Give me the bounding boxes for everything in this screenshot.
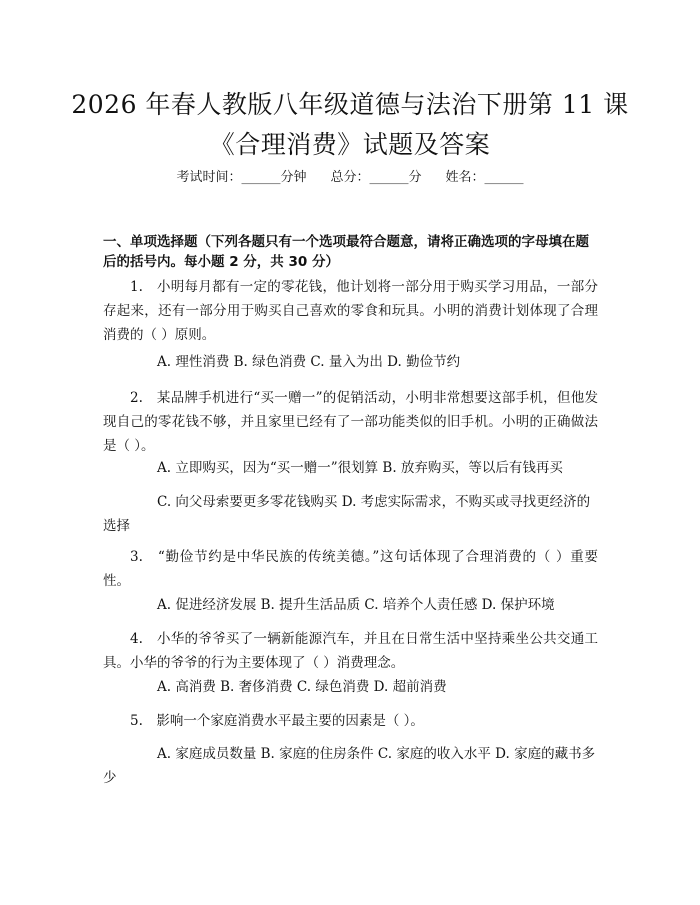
- question-3: 3. “勤俭节约是中华民族的传统美德。”这句话体现了合理消费的（ ）重要性。: [103, 549, 598, 589]
- question-2-options-cd: C. 向父母索要更多零花钱购买 D. 考虑实际需求，不购买或寻找更经济的选择: [103, 494, 591, 534]
- question-4: 4. 小华的爷爷买了一辆新能源汽车，并且在日常生活中坚持乘坐公共交通工具。小华的爷爷的行为主要体现了（ ）消费理念。: [103, 631, 598, 671]
- question-1-options: A. 理性消费 B. 绿色消费 C. 量入为出 D. 勤俭节约: [157, 354, 461, 370]
- page-title: 2026 年春人教版八年级道德与法治下册第 11 课《合理消费》试题及答案: [71, 90, 629, 159]
- question-5-options: A. 家庭成员数量 B. 家庭的住房条件 C. 家庭的收入水平 D. 家庭的藏书多少: [103, 746, 596, 786]
- question-2-options-ab: A. 立即购买，因为“买一赠一”很划算 B. 放弃购买，等以后有钱再买: [157, 460, 563, 476]
- question-1: 1. 小明每月都有一定的零花钱，他计划将一部分用于购买学习用品，一部分存起来，还有一部分用于购买自己喜欢的零食和玩具。小明的消费计划体现了合理消费的（ ）原则。: [103, 279, 598, 343]
- exam-info: [0, 168, 700, 188]
- question-2: 2. 某品牌手机进行“买一赠一”的促销活动，小明非常想要这部手机，但他发现自己的零花钱不够，并且家里已经有了一部功能类似的旧手机。小明的正确做法是（ ）。: [103, 390, 598, 454]
- exam-score-field: 总分：______分: [330, 170, 422, 185]
- question-4-options: A. 高消费 B. 奢侈消费 C. 绿色消费 D. 超前消费: [157, 679, 447, 695]
- section-heading: 一、单项选择题（下列各题只有一个选项最符合题意，请将正确选项的字母填在题后的括号内。每小题 2 分，共 30 分）: [103, 234, 589, 270]
- student-name-field: 姓名：______: [445, 170, 524, 185]
- question-5: 5. 影响一个家庭消费水平最主要的因素是（ ）。: [130, 713, 424, 729]
- question-3-options: A. 促进经济发展 B. 提升生活品质 C. 培养个人责任感 D. 保护环境: [157, 597, 555, 613]
- exam-time-field: 考试时间：______分钟: [176, 170, 307, 185]
